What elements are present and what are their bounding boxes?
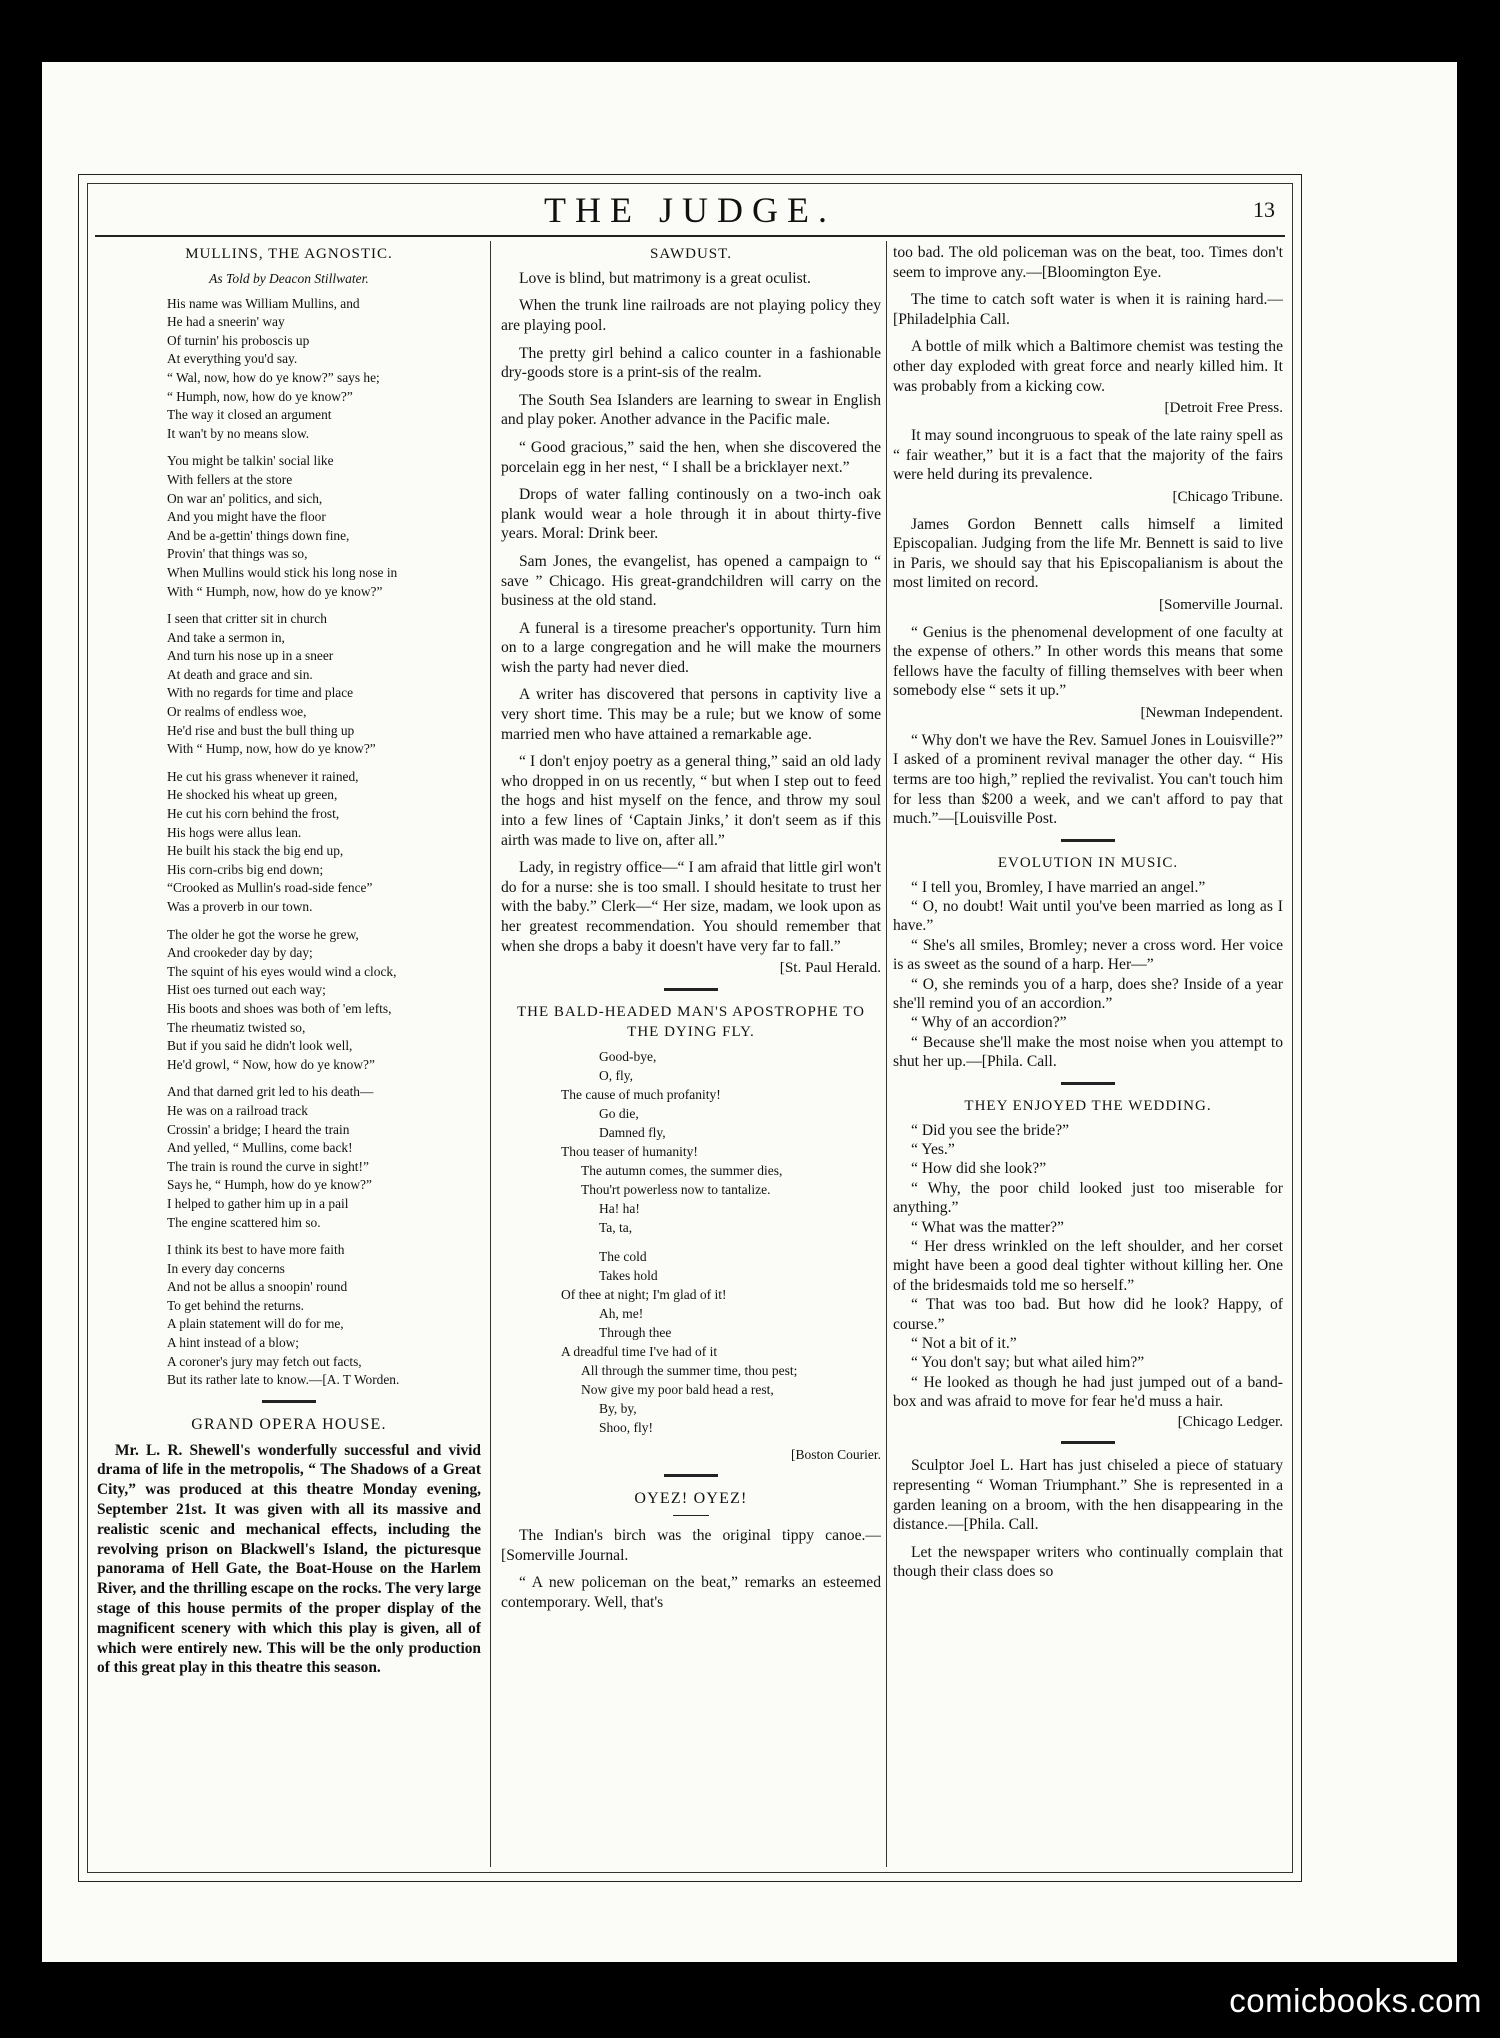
poem-line: In every day concerns [167,1260,285,1276]
poem-line: On war an' politics, and sich, [167,490,323,506]
poem-line: He shocked his wheat up green, [167,787,338,803]
source-credit: [Somerville Journal. [1158,595,1283,613]
paragraph: A writer has discovered that persons in captivity live a very short time. This may be a rule; but we know of some married men who have attained a remarkable age. [501,686,881,743]
poem-line: The cold [599,1248,647,1264]
poem-line: By, by, [599,1400,637,1416]
paragraph: Let the newspaper writers who continually complain that though their class does so [893,1543,1283,1581]
poem-line: Or realms of endless woe, [167,704,307,720]
dialog-line: “ She's all smiles, Bromley; never a cross word. Her voice is as sweet as the sound of a harp. Her—” [893,936,1283,974]
poem-line: At everything you'd say. [167,351,298,367]
dialog-line: “ Yes.” [911,1140,955,1158]
dialog-line: “ I tell you, Bromley, I have married an angel.” [911,878,1206,896]
dialog-line: “ O, no doubt! Wait until you've been married as long as I have.” [893,898,1283,935]
paragraph: James Gordon Bennett calls himself a limited Episcopalian. Judging from the life Mr. Bennett is said to live in Paris, we should say that his Episcopalianism is about the most limited on record. [893,515,1283,592]
article-heading-evolution: EVOLUTION IN MUSIC. [997,854,1179,871]
poem-line: Takes hold [599,1267,658,1283]
paragraph: too bad. The old policeman was on the beat, too. Times don't seem to improve any.—[Bloomington Eye. [893,244,1283,281]
dialog-line: “ O, she reminds you of a harp, does she? Inside of a year she'll remind you of an accordion.” [893,975,1283,1013]
masthead-rule [95,235,1285,237]
section-rule [664,988,718,991]
poem-line: Ta, ta, [599,1219,633,1235]
section-rule [1061,1441,1115,1444]
poem-line: Ah, me! [599,1305,644,1321]
paragraph: Sculptor Joel L. Hart has just chiseled a piece of statuary representing “ Woman Triumphant.” She is represented in a garden leaning on a broom, with the hen disappearing in the distance.—[Phila. Call. [893,1457,1283,1534]
paragraph: Sam Jones, the evangelist, has opened a campaign to “ save ” Chicago. His great-grandchildren will carry on the business at the old stand. [501,552,881,610]
poem-line: Crossin' a bridge; I heard the train [167,1121,350,1137]
paragraph: The pretty girl behind a calico counter in a fashionable dry-goods store is a print-sis of the realm. [501,344,881,382]
dialog-line: “ Because she'll make the most noise when you attempt to shut her up.—[Phila. Call. [893,1033,1283,1071]
article-body-opera: Mr. L. R. Shewell's wonderfully successful and vivid drama of life in the metropolis, “ The Shadows of a Great City,” was produced at this theatre Monday evening, September 21st. It was given with all its massive and realistic scenic and mechanical effects, including the revolving prison on Blackwell's Island, the picturesque panorama of Hell Gate, the Boat-House on the Harlem River, and the thrilling escape on the rocks. The very large stage of this house permits of the proper display of the magnificent scenery with which this play is given, all of which were entirely new. This will be the only production of this great play in this theatre this season. [97,1441,481,1677]
poem-line: The squint of his eyes would wind a clock, [167,963,397,979]
poem-line: With “ Hump, now, how do ye know?” [167,741,376,757]
poem-line: “ Humph, now, how do ye know?” [167,388,353,404]
poem-line: And not be allus a snoopin' round [167,1279,348,1295]
column-3 [893,243,1283,1867]
poem-line: The rheumatiz twisted so, [167,1019,306,1035]
poem-line: He had a sneerin' way [167,314,285,330]
poem-line: His boots and shoes was both of 'em lefts, [167,1000,392,1016]
poem-line: He'd growl, “ Now, how do ye know?” [167,1056,375,1072]
poem-line: Was a proverb in our town. [167,899,313,914]
byline: As Told by Deacon Stillwater. [209,270,369,286]
poem-line: And crookeder day by day; [167,945,313,961]
poem-line: A coroner's jury may fetch out facts, [167,1353,362,1369]
paragraph: Love is blind, but matrimony is a great oculist. [519,269,811,287]
poem-line: Says he, “ Humph, how do ye know?” [167,1177,372,1193]
poem-stanza [97,768,481,917]
poem-line: He cut his grass whenever it rained, [167,768,359,784]
article-heading-sawdust: SAWDUST. [650,246,732,262]
dialog-line: “ What was the matter?” [911,1218,1064,1236]
poem-line: And take a sermon in, [167,629,285,645]
dialog-wedding [893,1121,1283,1412]
paragraph: “ Good gracious,” said the hen, when she discovered the porcelain egg in her nest, “ I shall be a bricklayer next.” [501,438,881,476]
source-credit: [Chicago Ledger. [1177,1412,1283,1430]
column-divider [886,241,887,1867]
section-rule [262,1400,316,1403]
poem-stanza [97,926,481,1075]
poem-line: With fellers at the store [167,471,293,487]
column-1 [97,243,481,1867]
poem-line: A dreadful time I've had of it [561,1343,718,1359]
dialog-line: “ That was too bad. But how did he look? Happy, of course.” [893,1296,1283,1333]
poem-line: Damned fly, [599,1124,666,1140]
source-credit: [St. Paul Herald. [779,959,881,977]
poem-line: A hint instead of a blow; [167,1335,300,1351]
poem-line: You might be talkin' social like [167,453,334,469]
paragraph: It may sound incongruous to speak of the late rainy spell as “ fair weather,” but it is a fact that the majority of the fairs were held during its prevalence. [893,426,1283,484]
poem-line: I helped to gather him up in a pail [167,1195,349,1211]
poem-line: With “ Humph, now, how do ye know?” [167,583,383,599]
poem-line: The engine scattered him so. [167,1214,321,1230]
column-2 [501,243,881,1867]
poem-line: Now give my poor bald head a rest, [581,1381,774,1397]
paragraph: “ Why don't we have the Rev. Samuel Jones in Louisville?” I asked of a prominent revival manager the other day. “ His terms are too high,” replied the revivalist. You can't touch him for less than $200 a week, and we can't afford to pay that much.”—[Louisville Post. [893,731,1283,828]
dialog-line: “ You don't say; but what ailed him?” [911,1354,1145,1372]
poem-stanza [97,452,481,601]
dialog-line: “ Not a bit of it.” [911,1334,1017,1352]
poem-line: Thou teaser of humanity! [561,1143,698,1159]
column-divider [490,241,491,1867]
paragraph: The time to catch soft water is when it is raining hard.—[Philadelphia Call. [893,291,1283,328]
poem-line: Ha! ha! [599,1200,640,1216]
poem-stanza [97,1241,481,1390]
paragraph: Lady, in registry office—“ I am afraid that little girl won't do for a nurse: she is too small. I should hesitate to trust her with the baby.” Clerk—“ Her size, madam, we look upon as her greatest recommendation. You should remember that when she drops a baby it doesn't have very far to fall.” [501,859,881,955]
sawdust-items [501,269,881,956]
poem-line: Shoo, fly! [599,1419,653,1435]
article-heading-mullins: MULLINS, THE AGNOSTIC. [185,246,393,262]
poem-line: And turn his nose up in a sneer [167,648,334,664]
paragraph: The Indian's birch was the original tippy canoe.—[Somerville Journal. [501,1527,881,1564]
poem-line: And that darned grit led to his death— [167,1084,374,1100]
masthead-title: THE JUDGE. [544,190,836,230]
poem-line: Of thee at night; I'm glad of it! [561,1286,727,1302]
article-heading-opera: GRAND OPERA HOUSE. [191,1415,387,1433]
source-credit: [Chicago Tribune. [1172,487,1283,505]
paragraph: “ A new policeman on the beat,” remarks an esteemed contemporary. Well, that's [501,1574,881,1611]
dialog-evolution [893,878,1283,1072]
source-credit: [Detroit Free Press. [1164,399,1283,417]
dialog-line: “ Why of an accordion?” [911,1014,1067,1032]
poem-line: It wan't by no means slow. [167,425,310,441]
section-rule [1061,1082,1115,1085]
poem-line: At death and grace and sin. [167,666,313,682]
poem-line: O, fly, [599,1067,633,1083]
poem-line [501,1237,881,1247]
poem-line: The train is round the curve in sight!” [167,1158,369,1174]
poem-stanza [97,295,481,444]
dialog-line: “ Why, the poor child looked just too miserable for anything.” [893,1179,1283,1217]
poem-line: Good-bye, [599,1048,657,1064]
paragraph: “ Genius is the phenomenal development of one faculty at the expense of others.” In other words this means that some fellows have the faculty of filling themselves with beer when somebody else “ sets it up.” [893,623,1283,700]
poem-line: The older he got the worse he grew, [167,926,359,942]
poem-line: And yelled, “ Mullins, come back! [167,1140,353,1156]
poem-line: The autumn comes, the summer dies, [581,1162,783,1178]
watermark-text: comicbooks.com [1229,1982,1482,2019]
poem-line: Thou'rt powerless now to tantalize. [581,1181,771,1197]
poem-line: And you might have the floor [167,509,326,525]
page-frame [78,174,1302,1882]
dialog-line: “ Her dress wrinkled on the left shoulder, and her corset might have been a good deal tighter without killing her. One of the bridesmaids told me so herself.” [893,1237,1283,1294]
poem-line: Go die, [599,1105,639,1121]
poem-line: The way it closed an argument [167,407,332,423]
section-rule [1061,839,1115,842]
poem-line: He was on a railroad track [167,1102,308,1118]
article-heading-wedding: THEY ENJOYED THE WEDDING. [964,1097,1212,1114]
poem-line: “Crooked as Mullin's road-side fence” [167,880,373,896]
poem-line: His name was William Mullins, and [167,295,360,311]
poem-line: I seen that critter sit in church [167,611,327,627]
poem-line: “ Wal, now, how do ye know?” says he; [167,369,380,385]
poem-line: To get behind the returns. [167,1297,305,1313]
poem-line: Provin' that things was so, [167,546,308,562]
section-rule [664,1474,718,1477]
article-heading-oyez: OYEZ! OYEZ! [634,1490,748,1508]
poem-line: The cause of much profanity! [561,1086,721,1102]
poem-line: He'd rise and bust the bull thing up [167,722,355,738]
dialog-line: “ How did she look?” [911,1160,1047,1178]
poem-line: His hogs were allus lean. [167,824,302,840]
paragraph: A bottle of milk which a Baltimore chemist was testing the other day exploded with great force and nearly killed him. It was probably from a kicking cow. [893,338,1283,395]
poem-line: Through thee [599,1324,672,1340]
source-credit: [Boston Courier. [791,1446,881,1462]
poem-line: He built his stack the big end up, [167,843,344,859]
poem-line: Hist oes turned out each way; [167,982,326,998]
poem-line: But if you said he didn't look well, [167,1038,353,1054]
paragraph: Drops of water falling continously on a two-inch oak plank would wear a hole through it in about thirty-five years. Moral: Drink beer. [501,486,881,543]
dialog-line: “ He looked as though he had just jumped out of a band-box and was afraid to move for fear he'd muss a hair. [893,1373,1283,1411]
paragraph: A funeral is a tiresome preacher's opportunity. Turn him on to a large congregation and he will make the mourners wish the party had never died. [501,619,881,676]
section-rule [673,1515,709,1516]
poem-line: Of turnin' his proboscis up [167,332,310,348]
dialog-line: “ Did you see the bride?” [911,1121,1070,1139]
poem-line: A plain statement will do for me, [167,1316,344,1332]
source-credit: [Newman Independent. [1140,704,1283,722]
poem-line: When Mullins would stick his long nose in [167,564,398,580]
poem-line: He cut his corn behind the frost, [167,806,340,822]
page-number: 13 [1253,197,1275,222]
poem-line: I think its best to have more faith [167,1242,345,1258]
poem-line: And be a-gettin' things down fine, [167,527,350,543]
poem-line: His corn-cribs big end down; [167,861,324,877]
paragraph: “ I don't enjoy poetry as a general thing,” said an old lady who dropped in on us recently, “ but when I step out to feed the hogs and hist myself on the fence, and throw my soul into a few lines of ‘Captain Jinks,’ it don't seem as if this airth was made to live on, after all.” [501,753,881,849]
paragraph: The South Sea Islanders are learning to swear in English and play poker. Another advance in the Pacific male. [501,391,881,429]
poem-mullins [97,295,481,1390]
article-heading-fly: THE BALD-HEADED MAN'S APOSTROPHE TO THE DYING FLY. [516,1004,865,1040]
poem-stanza [97,610,481,759]
poem-line: But its rather late to know.—[A. T Worden. [167,1372,400,1388]
poem-fly [501,1047,881,1437]
poem-line: All through the summer time, thou pest; [581,1362,798,1378]
poem-line: With no regards for time and place [167,685,354,701]
paragraph: When the trunk line railroads are not playing policy they are playing pool. [501,297,881,334]
poem-stanza [97,1083,481,1232]
